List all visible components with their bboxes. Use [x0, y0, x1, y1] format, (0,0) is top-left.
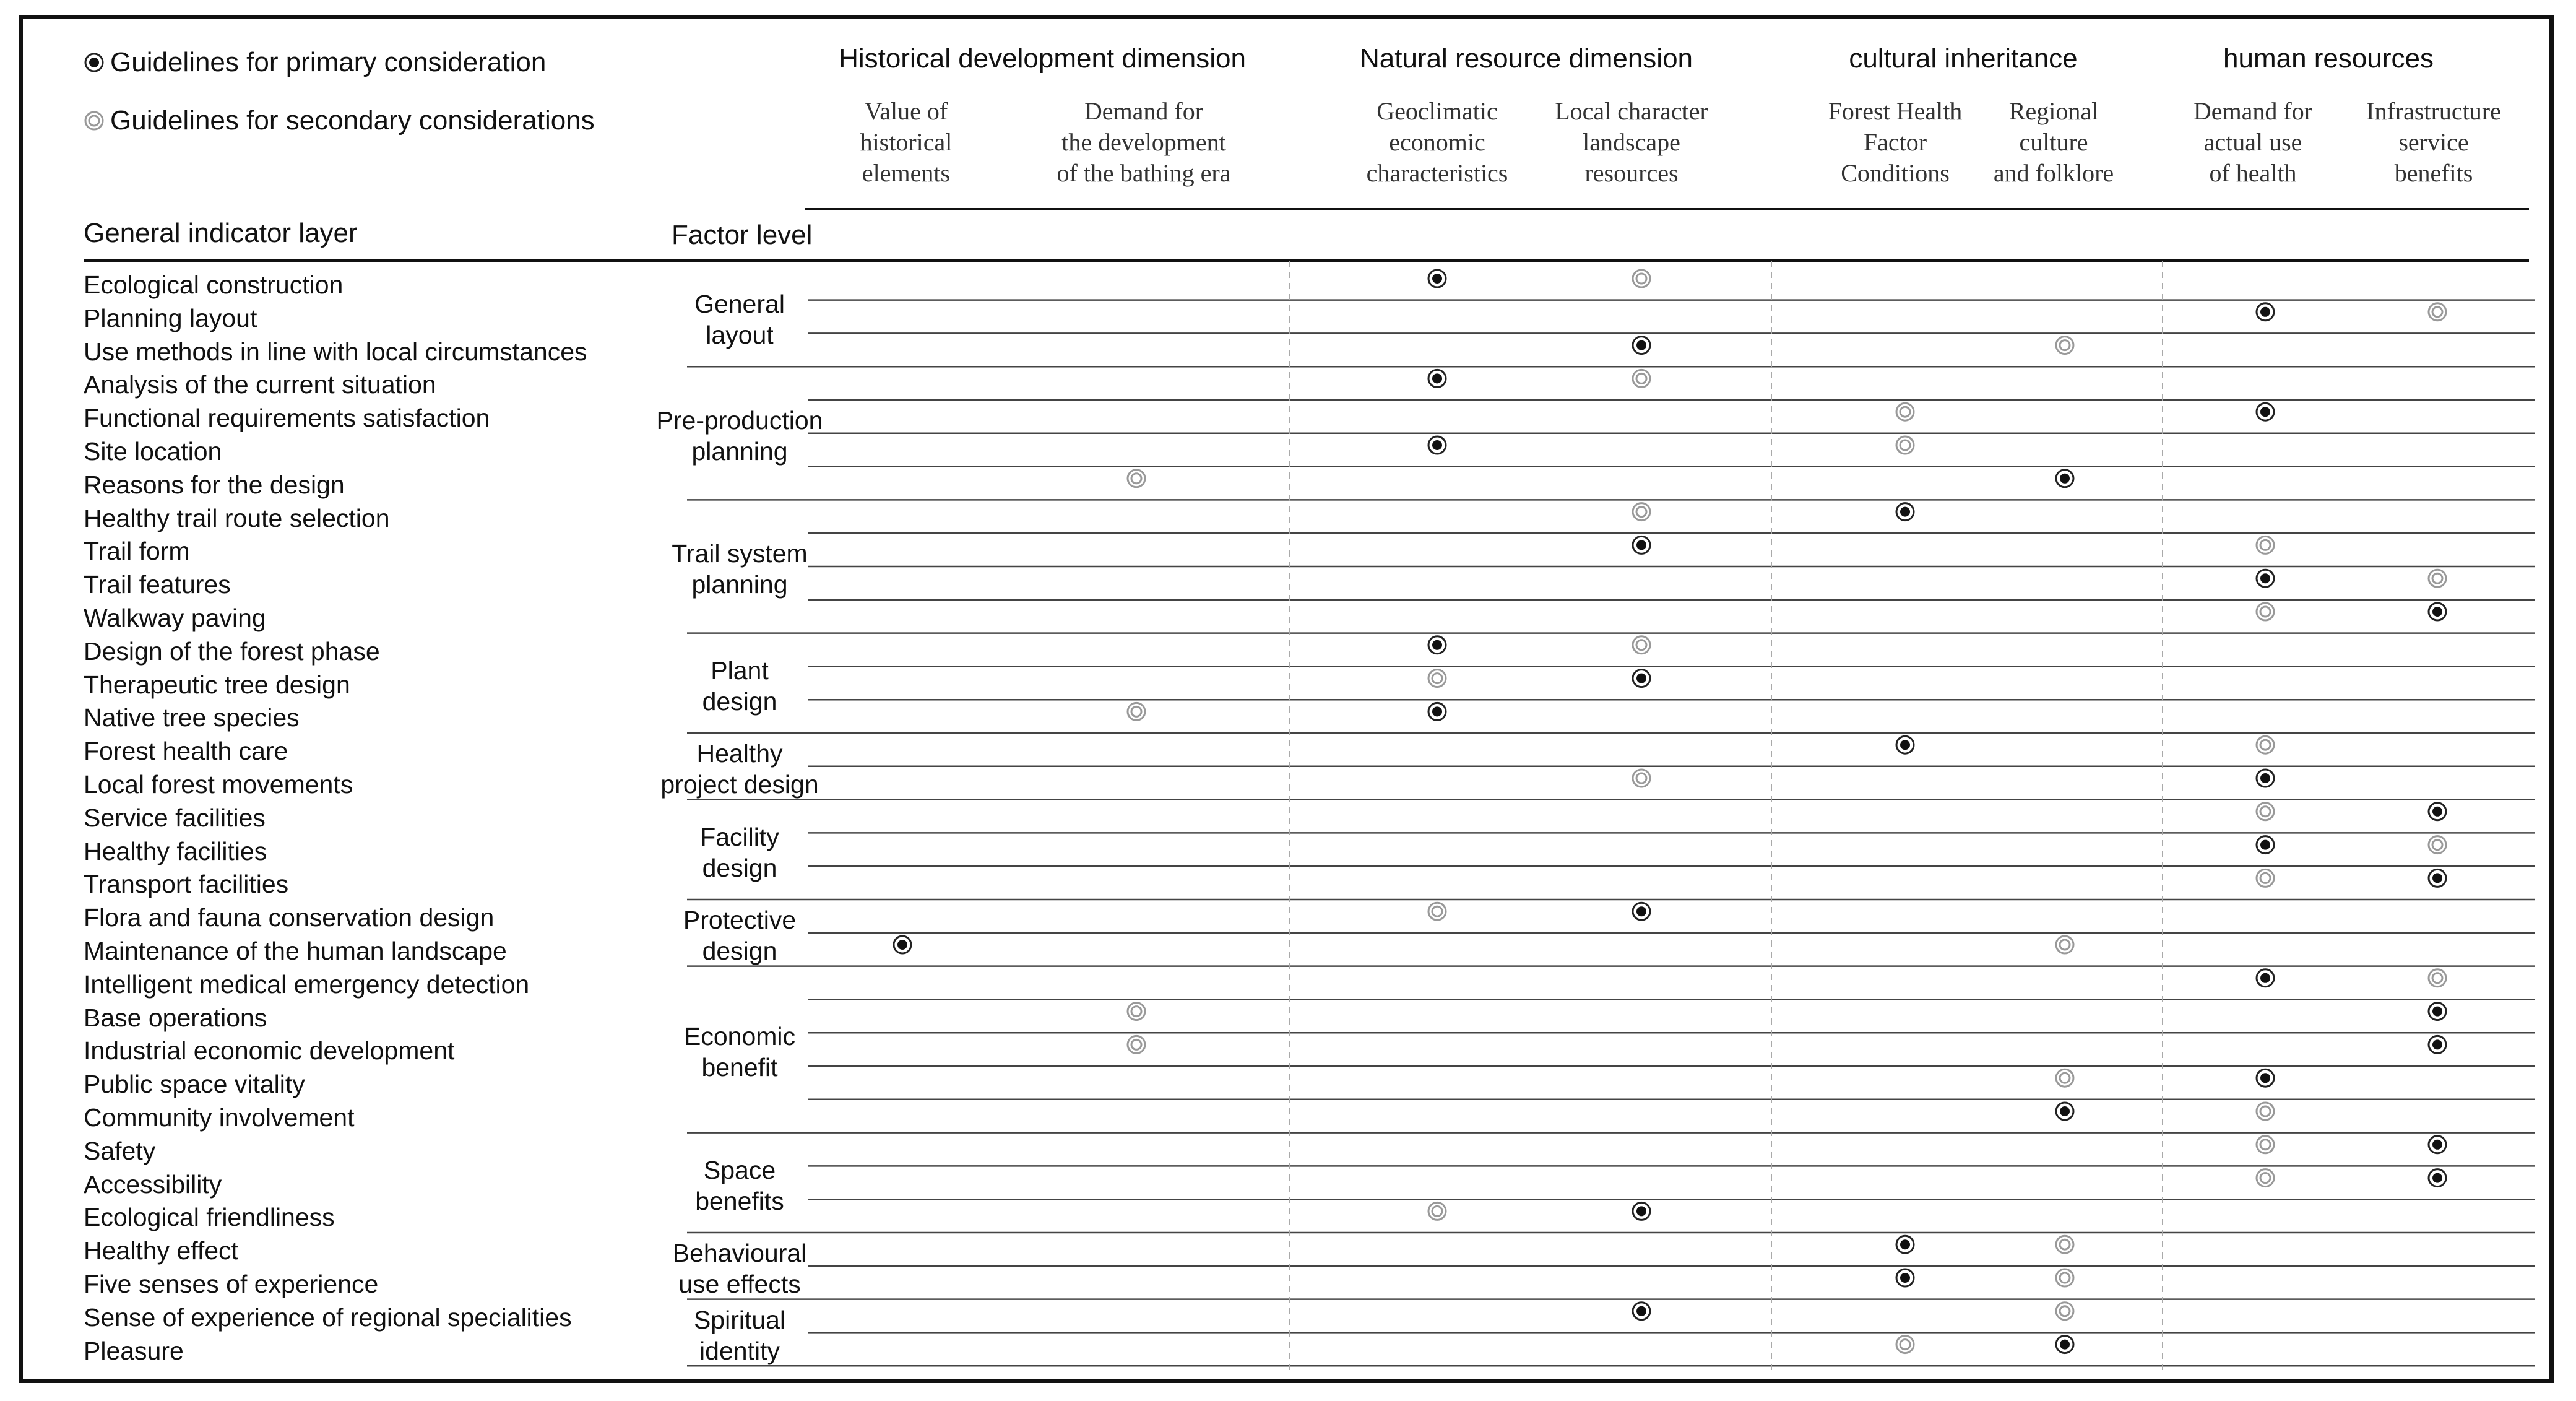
indicator-label: Forest health care [84, 737, 288, 766]
secondary-marker [2056, 1303, 2073, 1320]
secondary-marker [2257, 803, 2274, 820]
subcol-landscape-resources: Local character landscape resources [1555, 97, 1708, 187]
secondary-marker [2429, 969, 2446, 987]
secondary-marker [2257, 1136, 2274, 1153]
subcol-forest-health: Forest Health Factor Conditions [1828, 97, 1963, 187]
primary-marker [2257, 570, 2274, 587]
subcol-bathing-era: Demand for the development of the bathing era [1057, 97, 1231, 187]
primary-marker [2257, 969, 2274, 987]
subcol-regional-culture: Regional culture and folklore [1993, 97, 2114, 187]
primary-marker [1896, 736, 1914, 753]
factor-label: Spiritual identity [693, 1305, 786, 1365]
secondary-marker [1633, 370, 1650, 387]
indicator-label: Use methods in line with local circumstances [84, 337, 587, 366]
secondary-marker [2056, 337, 2073, 354]
secondary-marker [2056, 1236, 2073, 1253]
secondary-marker [2257, 1169, 2274, 1187]
indicator-label: Site location [84, 437, 222, 466]
secondary-marker [2429, 303, 2446, 321]
factor-label: Behavioural use effects [672, 1239, 807, 1299]
indicator-label: Base operations [84, 1003, 267, 1032]
secondary-marker [1428, 903, 1446, 920]
secondary-marker [2056, 1269, 2073, 1286]
primary-marker [2429, 803, 2446, 820]
factor-label: General layout [694, 289, 785, 349]
indicator-label: Intelligent medical emergency detection [84, 969, 530, 999]
indicator-label: Design of the forest phase [84, 636, 380, 666]
indicator-label: Flora and fauna conservation design [84, 903, 495, 932]
secondary-marker [1896, 436, 1914, 454]
secondary-marker [1633, 270, 1650, 287]
factor-label: Space benefits [695, 1155, 784, 1215]
secondary-marker [1128, 1003, 1145, 1020]
general-indicator-header: General indicator layer [84, 218, 358, 248]
primary-marker [2257, 836, 2274, 854]
secondary-marker [2257, 869, 2274, 887]
indicator-label: Ecological construction [84, 271, 344, 299]
primary-marker [2056, 470, 2073, 487]
primary-marker [2056, 1336, 2073, 1353]
indicator-label: Reasons for the design [84, 470, 345, 499]
indicator-label: Accessibility [84, 1169, 222, 1199]
legend-secondary-label: Guidelines for secondary considerations [110, 105, 595, 136]
primary-marker [1896, 1269, 1914, 1286]
indicator-label: Analysis of the current situation [84, 370, 436, 399]
primary-marker [2257, 403, 2274, 420]
primary-marker [1633, 536, 1650, 553]
secondary-marker [2257, 736, 2274, 753]
primary-marker [2056, 1103, 2073, 1120]
secondary-marker [1633, 770, 1650, 787]
primary-marker [894, 936, 911, 953]
secondary-marker [2429, 570, 2446, 587]
indicator-label: Local forest movements [84, 770, 353, 799]
indicator-label: Healthy trail route selection [84, 503, 390, 532]
subcol-historical-elements: Value of historical elements [860, 97, 953, 187]
primary-marker [2257, 303, 2274, 321]
primary-marker [1633, 1303, 1650, 1320]
indicator-label: Healthy effect [84, 1236, 238, 1265]
indicator-label: Ecological friendliness [84, 1203, 335, 1232]
factor-label: Facility design [700, 822, 779, 882]
primary-marker [2429, 1136, 2446, 1153]
indicator-label: Trail features [84, 570, 231, 599]
indicator-label: Safety [84, 1136, 156, 1165]
secondary-marker [1128, 470, 1145, 487]
primary-marker [1428, 370, 1446, 387]
indicator-label: Therapeutic tree design [84, 670, 350, 699]
factor-label: Trail system planning [672, 539, 808, 599]
dimension-natural-resource: Natural resource dimension [1359, 43, 1693, 74]
primary-marker [1428, 270, 1446, 287]
secondary-marker [1428, 1202, 1446, 1220]
indicator-label: Community involvement [84, 1103, 355, 1132]
primary-marker [1633, 337, 1650, 354]
indicator-label: Trail form [84, 537, 190, 566]
factor-label: Pre-production planning [656, 406, 823, 466]
primary-marker [1633, 903, 1650, 920]
indicator-label: Native tree species [84, 703, 300, 732]
secondary-marker [2429, 836, 2446, 854]
primary-marker [1428, 436, 1446, 454]
indicator-label: Five senses of experience [84, 1270, 379, 1298]
indicator-label: Public space vitality [84, 1070, 305, 1099]
factor-label: Protective design [683, 906, 797, 966]
secondary-marker [2257, 1103, 2274, 1120]
dimension-historical: Historical development dimension [839, 43, 1246, 74]
secondary-marker [1896, 1336, 1914, 1353]
primary-marker [1633, 670, 1650, 687]
secondary-marker [1896, 403, 1914, 420]
factor-label: Plant design [702, 656, 777, 716]
secondary-marker [1633, 636, 1650, 654]
secondary-marker [2257, 536, 2274, 553]
primary-marker [1896, 503, 1914, 521]
secondary-marker [2056, 1069, 2073, 1087]
indicator-label: Pleasure [84, 1336, 184, 1365]
primary-marker [1428, 703, 1446, 720]
indicator-label: Functional requirements satisfaction [84, 404, 490, 433]
primary-marker [2429, 1036, 2446, 1053]
primary-marker [2429, 869, 2446, 887]
factor-label: Economic benefit [683, 1022, 796, 1082]
primary-marker [1428, 636, 1446, 654]
indicator-label: Planning layout [84, 303, 257, 332]
subcol-actual-use: Demand for actual use of health [2193, 97, 2313, 187]
indicator-label: Maintenance of the human landscape [84, 937, 507, 965]
primary-marker [1896, 1236, 1914, 1253]
indicator-label: Service facilities [84, 803, 266, 832]
factor-label: Healthy project design [660, 739, 819, 799]
dimension-cultural: cultural inheritance [1849, 43, 2078, 74]
secondary-marker [2056, 936, 2073, 953]
primary-marker [2429, 1169, 2446, 1187]
secondary-marker [2257, 603, 2274, 620]
secondary-marker [1128, 703, 1145, 720]
primary-marker [2257, 770, 2274, 787]
subcol-infrastructure: Infrastructure service benefits [2366, 97, 2501, 187]
indicator-label: Industrial economic development [84, 1036, 455, 1065]
factor-level-header: Factor level [672, 220, 813, 250]
indicator-label: Healthy facilities [84, 836, 267, 865]
subcol-geoclimatic: Geoclimatic economic characteristics [1366, 97, 1508, 187]
indicator-label: Transport facilities [84, 870, 289, 899]
secondary-marker [1633, 503, 1650, 521]
secondary-marker [1428, 670, 1446, 687]
primary-marker [2429, 1003, 2446, 1020]
secondary-marker [1128, 1036, 1145, 1053]
indicator-label: Sense of experience of regional specialities [84, 1303, 572, 1332]
dimension-human: human resources [2223, 43, 2434, 74]
legend-primary-label: Guidelines for primary consideration [110, 47, 547, 77]
primary-marker [2429, 603, 2446, 620]
primary-marker [1633, 1202, 1650, 1220]
indicator-label: Walkway paving [84, 604, 266, 632]
primary-marker [2257, 1069, 2274, 1087]
